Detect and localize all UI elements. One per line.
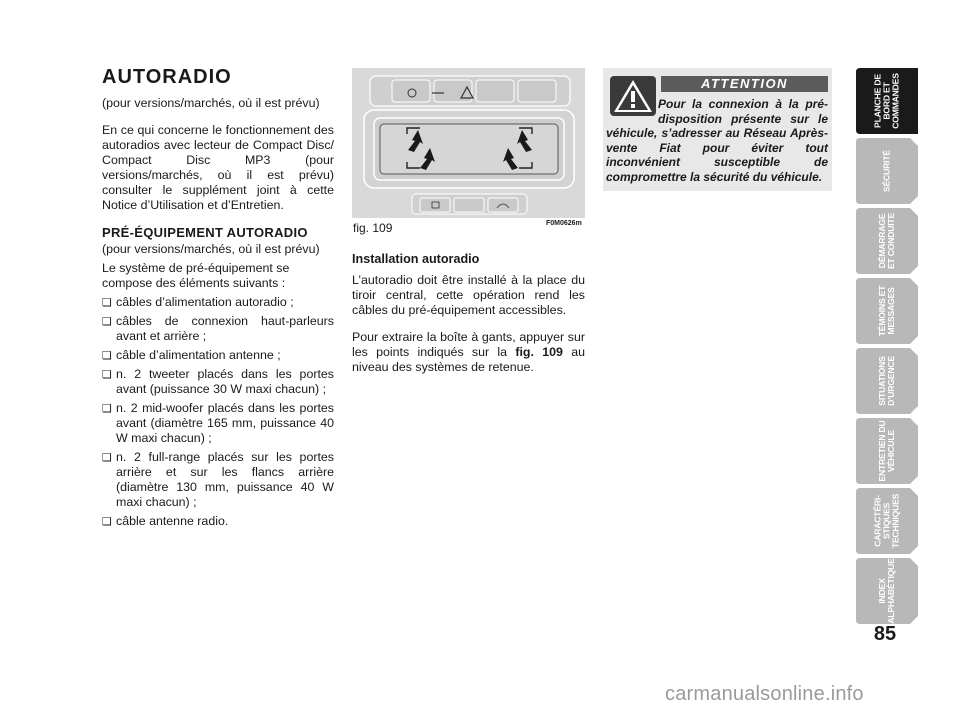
attention-text-block bbox=[606, 97, 828, 184]
tab-label: ENTRETIEN DU VÉHICULE bbox=[877, 420, 896, 482]
list-item: ❑ n. 2 full-range placés sur les portes arrière et sur les flancs arrière (diamètre 130 mm, puissance 40 W maxi chacun) ; bbox=[102, 450, 334, 510]
list-item: ❑ n. 2 tweeter placés dans les portes avant (puissance 30 W maxi chacun) ; bbox=[102, 367, 334, 397]
extraction-paragraph bbox=[352, 330, 585, 375]
attention-box bbox=[603, 68, 832, 191]
title-subtitle: (pour versions/marchés, où il est prévu) bbox=[102, 96, 320, 110]
attention-label: ATTENTION bbox=[661, 76, 828, 92]
extraction-text-end: au niveau des systèmes de retenue. bbox=[352, 345, 585, 374]
section-subtitle: (pour versions/marchés, où il est prévu) bbox=[102, 242, 320, 256]
tab-label: SÉCURITÉ bbox=[881, 150, 892, 192]
tab-index[interactable] bbox=[856, 558, 918, 624]
tab-label: INDEX ALPHABÉTIQUE bbox=[877, 558, 896, 624]
installation-heading: Installation autoradio bbox=[352, 252, 480, 266]
tab-label: CARACTÉRI-STIQUES TECHNIQUES bbox=[872, 493, 901, 549]
section-title: PRÉ-ÉQUIPEMENT AUTORADIO bbox=[102, 225, 308, 240]
tab-entretien[interactable] bbox=[856, 418, 918, 484]
figure-code: F0M0626m bbox=[546, 220, 582, 227]
list-item: ❑ câble antenne radio. bbox=[102, 514, 334, 529]
tab-situations-urgence[interactable] bbox=[856, 348, 918, 414]
page-number: 85 bbox=[873, 623, 897, 645]
intro-paragraph: En ce qui concerne le fonctionnement des autoradios avec lecteur de Compact Disc/ Compact Disc MP3 (pour versions/marchés, où il est prévu) consulter le supplément joint à cette Notice d’Utilisation et d’Entretien. bbox=[102, 123, 334, 212]
tab-caracteristiques[interactable] bbox=[856, 488, 918, 554]
tab-label: SITUATIONS D’URGENCE bbox=[877, 356, 896, 406]
list-item: ❑ câbles de connexion haut-parleurs avant et arrière ; bbox=[102, 314, 334, 344]
attention-text: Pour la connexion à la pré-disposition présente sur le véhicule, s’adresser au Réseau Après-vente Fiat pour éviter tout inconvénient susceptible de compromettre la sécurité du véhicule. bbox=[606, 97, 828, 184]
tab-demarrage[interactable] bbox=[856, 208, 918, 274]
dashboard-illustration bbox=[352, 68, 585, 218]
watermark: carmanualsonline.info bbox=[665, 683, 864, 705]
installation-paragraph: L’autoradio doit être installé à la place du tiroir central, cette opération rend les câbles du pré-équipement accessibles. bbox=[352, 273, 585, 317]
tab-planche-de-bord[interactable] bbox=[856, 68, 918, 134]
middle-column bbox=[352, 252, 585, 387]
list-item: ❑ câbles d’alimentation autoradio ; bbox=[102, 295, 334, 310]
component-list bbox=[102, 295, 334, 529]
page-title: AUTORADIO bbox=[102, 66, 232, 88]
section-intro: Le système de pré-équipement se compose des éléments suivants : bbox=[102, 261, 290, 290]
left-column bbox=[102, 66, 334, 533]
figure-reference: fig. 109 bbox=[515, 345, 563, 359]
tab-securite[interactable] bbox=[856, 138, 918, 204]
tab-temoins[interactable] bbox=[856, 278, 918, 344]
tab-label: TÉMOINS ET MESSAGES bbox=[877, 285, 896, 337]
tab-label: DÉMARRAGE ET CONDUITE bbox=[877, 212, 896, 270]
tab-label: PLANCHE DE BORD ET COMMANDES bbox=[872, 73, 901, 129]
radio-bay-drawing bbox=[352, 68, 585, 218]
figure-label: fig. 109 bbox=[353, 221, 393, 235]
list-item: ❑ n. 2 mid-woofer placés dans les portes avant (diamètre 165 mm, puissance 40 W maxi chacun) ; bbox=[102, 401, 334, 446]
list-item: ❑ câble d’alimentation antenne ; bbox=[102, 348, 334, 363]
extraction-text: Pour extraire la boîte à gants, appuyer sur les points indiqués sur la bbox=[352, 330, 585, 359]
